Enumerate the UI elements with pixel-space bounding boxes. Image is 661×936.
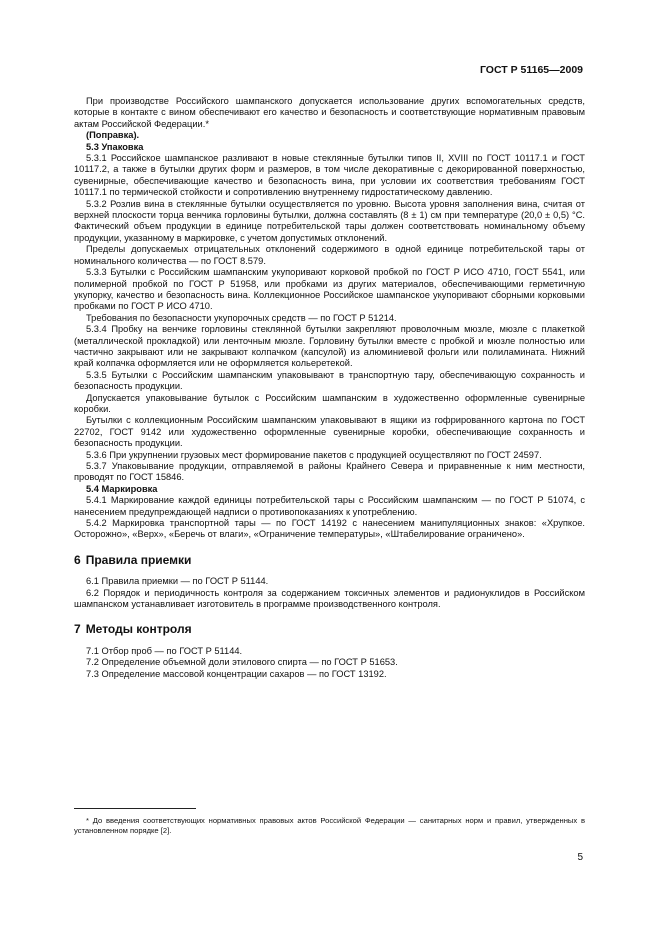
- paragraph: Требования по безопасности укупорочных средств — по ГОСТ Р 51214.: [86, 312, 397, 323]
- section-heading: [74, 552, 585, 567]
- footnote: * До введения соответствующих нормативных правовых актов Российской Федерации — санитарных норм и правил, утвержденных в установленном порядке [2].: [74, 816, 585, 835]
- paragraph: При производстве Российского шампанского допускается использование других вспомогательных средств, которые в контакте с вином обеспечивают его качество и безопасность и соответствующие нормативным правовым актам Российской Федерации.*: [74, 96, 585, 129]
- section-number: 6: [74, 552, 81, 567]
- subsection-heading: 5.4 Маркировка: [86, 483, 158, 494]
- list-item: 7.1 Отбор проб — по ГОСТ Р 51144.: [86, 645, 243, 656]
- paragraph: 5.3.6 При укрупнении грузовых мест формирование пакетов с продукцией осуществляют по ГОСТ 24597.: [86, 449, 542, 460]
- section-title: Методы контроля: [85, 622, 192, 637]
- section-title: Правила приемки: [85, 552, 192, 567]
- list-item: 6.2 Порядок и периодичность контроля за содержанием токсичных элементов и радионуклидов в Российском шампанском устанавливает изготовитель в программе производственного контроля.: [74, 587, 585, 610]
- paragraph: 5.3.5 Бутылки с Российским шампанским упаковывают в транспортную тару, обеспечивающую сохранность и безопасность продукции.: [74, 369, 585, 392]
- paragraph: 5.3.4 Пробку на венчике горловины стеклянной бутылки закрепляют проволочным мюзле, мюзле с плакеткой (металлической прокладкой) или ленточным мюзле. Горловину бутылки вместе с пробкой и мюзле полностью или частично закрывают или не закрывают колпачком (капсулой) из алюминиевой фольги или полиламината. Нижний край колпачка оформляется или не оформляется кольеретекой.: [74, 324, 585, 369]
- section-heading: [74, 624, 585, 635]
- paragraph: 5.3.2 Розлив вина в стеклянные бутылки осуществляется по уровню. Высота уровня заполнения вина, считая от верхней плоскости торца венчика горловины бутылки, должна составлять (8 ± 1) см при температуре (20,0 ± 0,5) °С. Фактический объем продукции в единице потребительской тары должен соответствовать номинальному объему продукции, указанному в маркировке, с учетом допустимых отклонений.: [74, 198, 585, 243]
- document-header: ГОСТ Р 51165—2009: [479, 64, 583, 76]
- paragraph: 5.3.3 Бутылки с Российским шампанским укупоривают корковой пробкой по ГОСТ Р ИСО 4710, ГОСТ 5541, или полимерной пробкой по ГОСТ Р 51958, или пробками из других материалов, обеспечивающими герметичную укупорку, качество и безопасность вина. Коллекционное Российское шампанское укупоривают сборными корковыми пробками по ГОСТ Р ИСО 4710.: [74, 267, 585, 312]
- paragraph: 5.4.2 Маркировка транспортной тары — по ГОСТ 14192 с нанесением манипуляционных знаков: «Хрупкое. Осторожно», «Верх», «Беречь от влаги», «Ограничение температуры», «Штабелирование ограничено».: [74, 518, 585, 540]
- paragraph: 5.3.1 Российское шампанское разливают в новые стеклянные бутылки типов II, XVIII по ГОСТ 10117.1 и ГОСТ 10117.2, а также в бутылки других форм и размеров, в том числе декоративные с декорированной поверхностью, сувенирные, обеспечивающие качество и безопасность вина, при условии их соответствия требованиям ГОСТ 10117.1 по термической стойкости и сопротивлению внутреннему гидростатическому давлению.: [74, 153, 585, 198]
- paragraph: Допускается упаковывание бутылок с Российским шампанским в художественно оформленные сувенирные коробки.: [74, 392, 585, 414]
- subsection-heading: 5.3 Упаковка: [86, 141, 144, 152]
- paragraph: Бутылки с коллекционным Российским шампанским упаковывают в ящики из гофрированного картона по ГОСТ 22702, ГОСТ 9142 или художественно оформленные сувенирные коробки, обеспечивающие сохранность и безопасность продукции.: [74, 415, 585, 449]
- paragraph: 5.3.7 Упаковывание продукции, отправляемой в районы Крайнего Севера и приравненные к ним местности, проводят по ГОСТ 15846.: [74, 461, 585, 483]
- list-item: 7.2 Определение объемной доли этилового спирта — по ГОСТ Р 51653.: [86, 657, 398, 668]
- paragraph: 5.4.1 Маркирование каждой единицы потребительской тары с Российским шампанским — по ГОСТ Р 51074, с нанесением предупреждающей надписи о противопоказаниях к употреблению.: [74, 495, 585, 517]
- paragraph: Пределы допускаемых отрицательных отклонений содержимого в одной единице потребительской тары от номинального количества — по ГОСТ 8.579.: [74, 244, 585, 266]
- list-item: 6.1 Правила приемки — по ГОСТ Р 51144.: [86, 576, 269, 587]
- section-number: 7: [74, 622, 81, 637]
- list-item: 7.3 Определение массовой концентрации сахаров — по ГОСТ 13192.: [86, 668, 387, 679]
- footnote-divider: [74, 808, 196, 809]
- document-body: [74, 96, 585, 680]
- amendment-note: (Поправка).: [86, 130, 140, 141]
- page-number: 5: [577, 852, 583, 863]
